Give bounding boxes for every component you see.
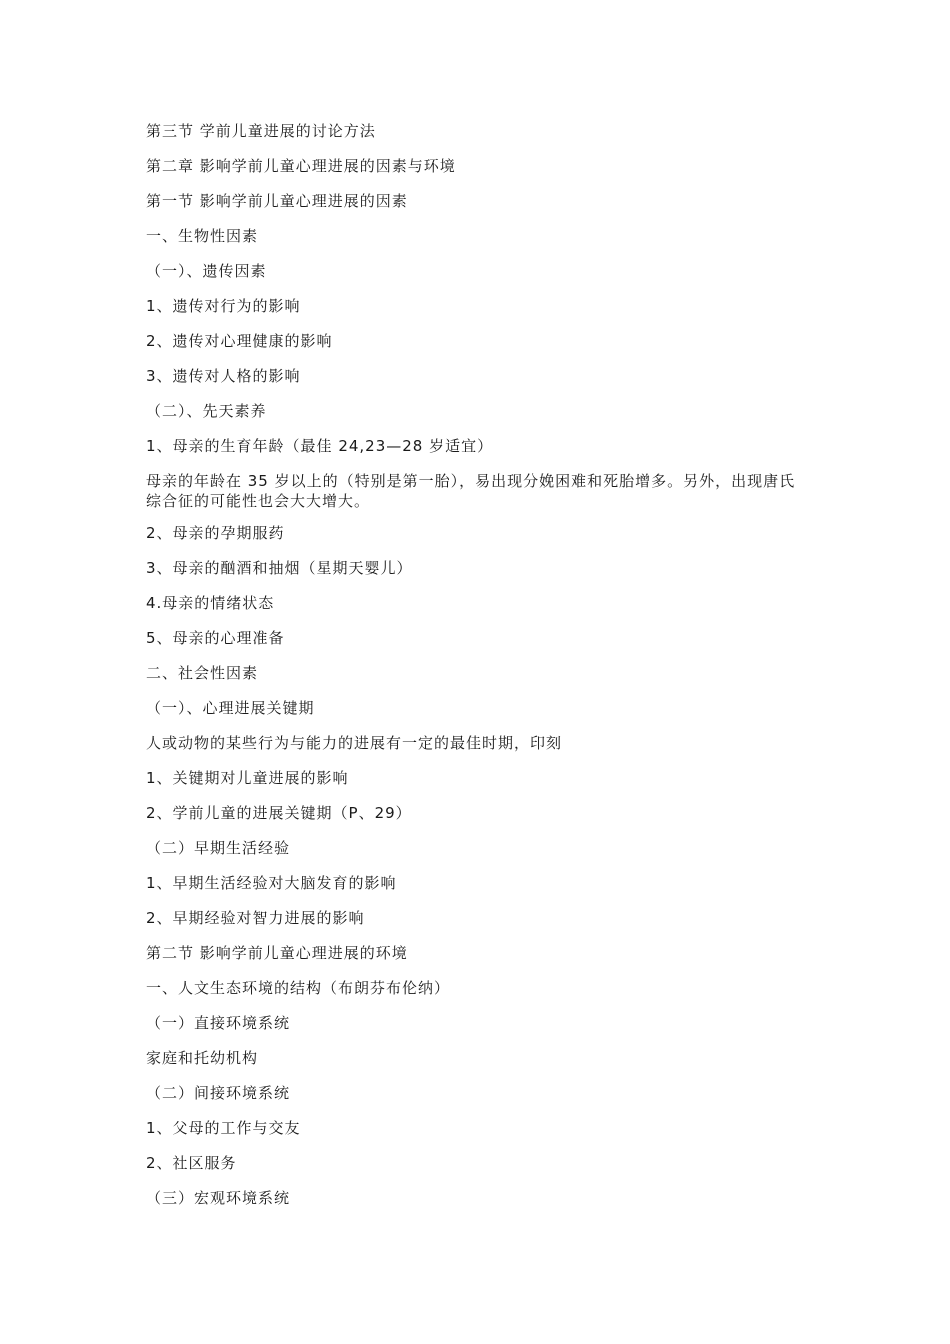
list-item: 3、母亲的酗酒和抽烟（星期天婴儿） xyxy=(146,559,413,577)
subheading: （一）直接环境系统 xyxy=(146,1014,291,1032)
subheading: （二）早期生活经验 xyxy=(146,839,291,857)
list-item: 4.母亲的情绪状态 xyxy=(146,594,275,612)
list-item: 2、遗传对心理健康的影响 xyxy=(146,332,333,350)
paragraph: 家庭和托幼机构 xyxy=(146,1049,259,1067)
list-item: 2、早期经验对智力进展的影响 xyxy=(146,909,365,927)
section-heading: 第三节 学前儿童进展的讨论方法 xyxy=(146,122,376,140)
list-item: 2、社区服务 xyxy=(146,1154,237,1172)
list-item: 5、母亲的心理准备 xyxy=(146,629,285,647)
list-item: 1、关键期对儿童进展的影响 xyxy=(146,769,349,787)
section-heading: 第二节 影响学前儿童心理进展的环境 xyxy=(146,944,408,962)
subheading: （一）、心理进展关键期 xyxy=(146,699,315,717)
section-heading: 第一节 影响学前儿童心理进展的因素 xyxy=(146,192,408,210)
list-item: 3、遗传对人格的影响 xyxy=(146,367,301,385)
subheading: （三）宏观环境系统 xyxy=(146,1189,291,1207)
list-item: 1、早期生活经验对大脑发育的影响 xyxy=(146,874,397,892)
list-item: 1、遗传对行为的影响 xyxy=(146,297,301,315)
list-item: 1、父母的工作与交友 xyxy=(146,1119,301,1137)
subheading: 一、生物性因素 xyxy=(146,227,259,245)
subheading: 二、社会性因素 xyxy=(146,664,259,682)
chapter-heading: 第二章 影响学前儿童心理进展的因素与环境 xyxy=(146,157,456,175)
subheading: （一）、遗传因素 xyxy=(146,262,267,280)
paragraph: 人或动物的某些行为与能力的进展有一定的最佳时期，印刻 xyxy=(146,734,563,752)
list-item: 2、母亲的孕期服药 xyxy=(146,524,285,542)
list-item: 2、学前儿童的进展关键期（P、29） xyxy=(146,804,412,822)
paragraph: 母亲的年龄在 35 岁以上的（特别是第一胎），易出现分娩困难和死胎增多。另外，出现唐氏综合征的可能性也会大大增大。 xyxy=(146,472,796,510)
subheading: （二）、先天素养 xyxy=(146,402,267,420)
subheading: 一、人文生态环境的结构（布朗芬布伦纳） xyxy=(146,979,451,997)
document-body xyxy=(146,121,811,1223)
list-item: 1、母亲的生育年龄（最佳 24,23—28 岁适宜） xyxy=(146,437,494,455)
subheading: （二）间接环境系统 xyxy=(146,1084,291,1102)
